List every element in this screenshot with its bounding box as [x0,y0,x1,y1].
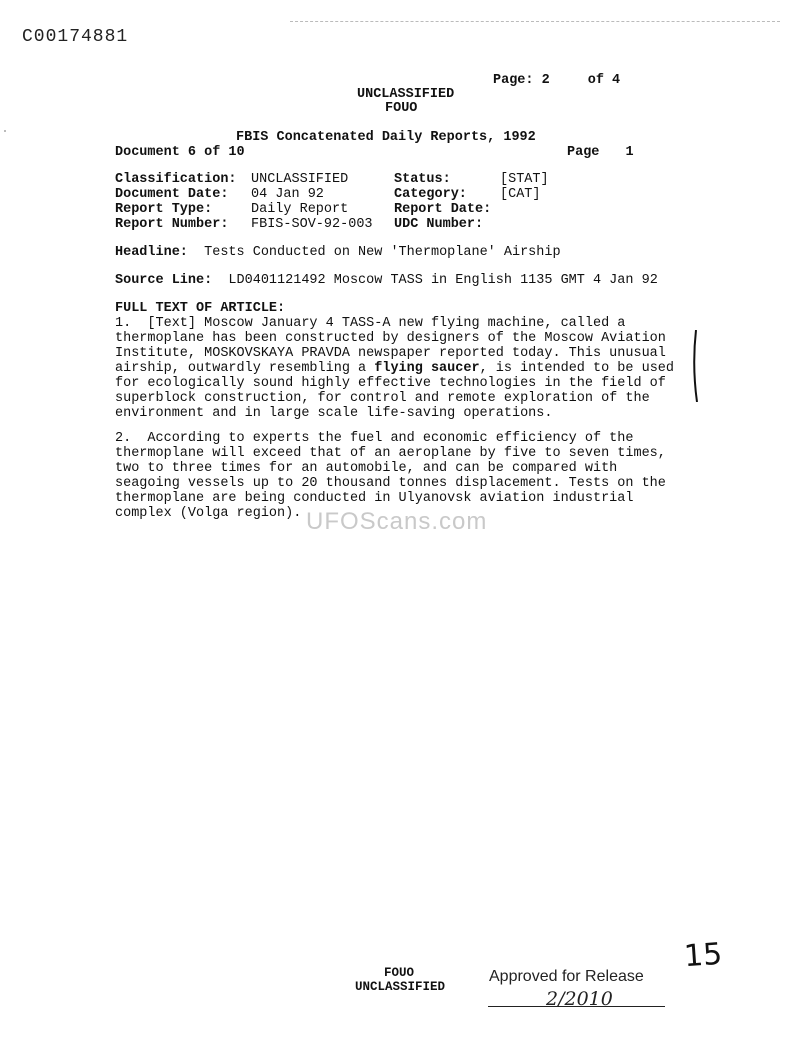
handwritten-page-number: 15 [682,936,724,975]
paragraph-1-text-a: 1. [Text] Moscow January 4 TASS-A new flying machine, called a thermoplane has been constructed by designers of the Moscow Aviation Institute, MOSKOVSKAYA PRAVDA newspaper reported today. This unusual airship, outwardly resembling a [115,316,666,376]
report-type-label: Report Type: [115,202,213,217]
article-paragraph-1 [115,316,675,421]
status-value: [STAT] [500,172,549,187]
document-date-value: 04 Jan 92 [251,187,324,202]
page-number: Page: 2 [493,73,550,88]
report-number-label: Report Number: [115,217,229,232]
metadata-row [115,187,549,202]
report-title: FBIS Concatenated Daily Reports, 1992 [236,130,536,145]
category-value: [CAT] [500,187,541,202]
release-date: 2/2010 [546,988,613,1010]
metadata-row [115,217,549,232]
scan-top-border [290,21,780,22]
headline-label: Headline: [115,245,188,260]
metadata-row [115,202,549,217]
document-id: C00174881 [22,27,129,47]
classification-header-line1: UNCLASSIFIED [357,87,455,102]
source-line [115,273,658,288]
metadata-table [115,172,549,232]
margin-bracket-mark [690,330,700,402]
metadata-row [115,172,549,187]
footer-line1: FOUO [384,966,415,980]
watermark: UFOScans.com [306,508,488,535]
paragraph-1-emphasis: flying saucer [374,361,480,376]
status-label: Status: [394,172,451,187]
report-type-value: Daily Report [251,202,349,217]
scan-speck [4,130,6,132]
release-stamp: Approved for Release [489,968,644,985]
classification-label: Classification: [115,172,237,187]
report-number-value: FBIS-SOV-92-003 [251,217,373,232]
report-date-label: Report Date: [394,202,492,217]
udc-number-label: UDC Number: [394,217,484,232]
article-paragraph-2: 2. According to experts the fuel and economic efficiency of the thermoplane will exceed that of an aeroplane by five to seven times, two to three times for an automobile, and can be compared with seagoing vessels up to 20 thousand tonnes displacement. Tests on the thermoplane are being conducted in Ulyanovsk aviation industrial complex (Volga region). [115,431,666,521]
udc-number-value [500,217,549,232]
release-signature-line [488,1006,665,1007]
headline-text: Tests Conducted on New 'Thermoplane' Airship [204,245,561,260]
document-number: Document 6 of 10 [115,145,245,160]
document-date-label: Document Date: [115,187,229,202]
classification-value: UNCLASSIFIED [251,172,349,187]
headline [115,245,561,260]
footer-line2: UNCLASSIFIED [355,980,446,994]
page-label: Page 1 [567,145,634,160]
source-line-label: Source Line: [115,273,213,288]
full-text-label: FULL TEXT OF ARTICLE: [115,301,286,316]
paragraph-1-text-b: , is intended to be used for ecologically sound highly effective technologies in the field of superblock construction, for control and remote exploration of the environment and in large scale life-saving operations. [115,361,675,421]
page-total: of 4 [587,73,621,88]
page-indicator [493,73,620,88]
report-date-value [500,202,549,217]
classification-header-line2: FOUO [385,101,418,116]
source-line-text: LD0401121492 Moscow TASS in English 1135 GMT 4 Jan 92 [228,273,658,288]
category-label: Category: [394,187,467,202]
